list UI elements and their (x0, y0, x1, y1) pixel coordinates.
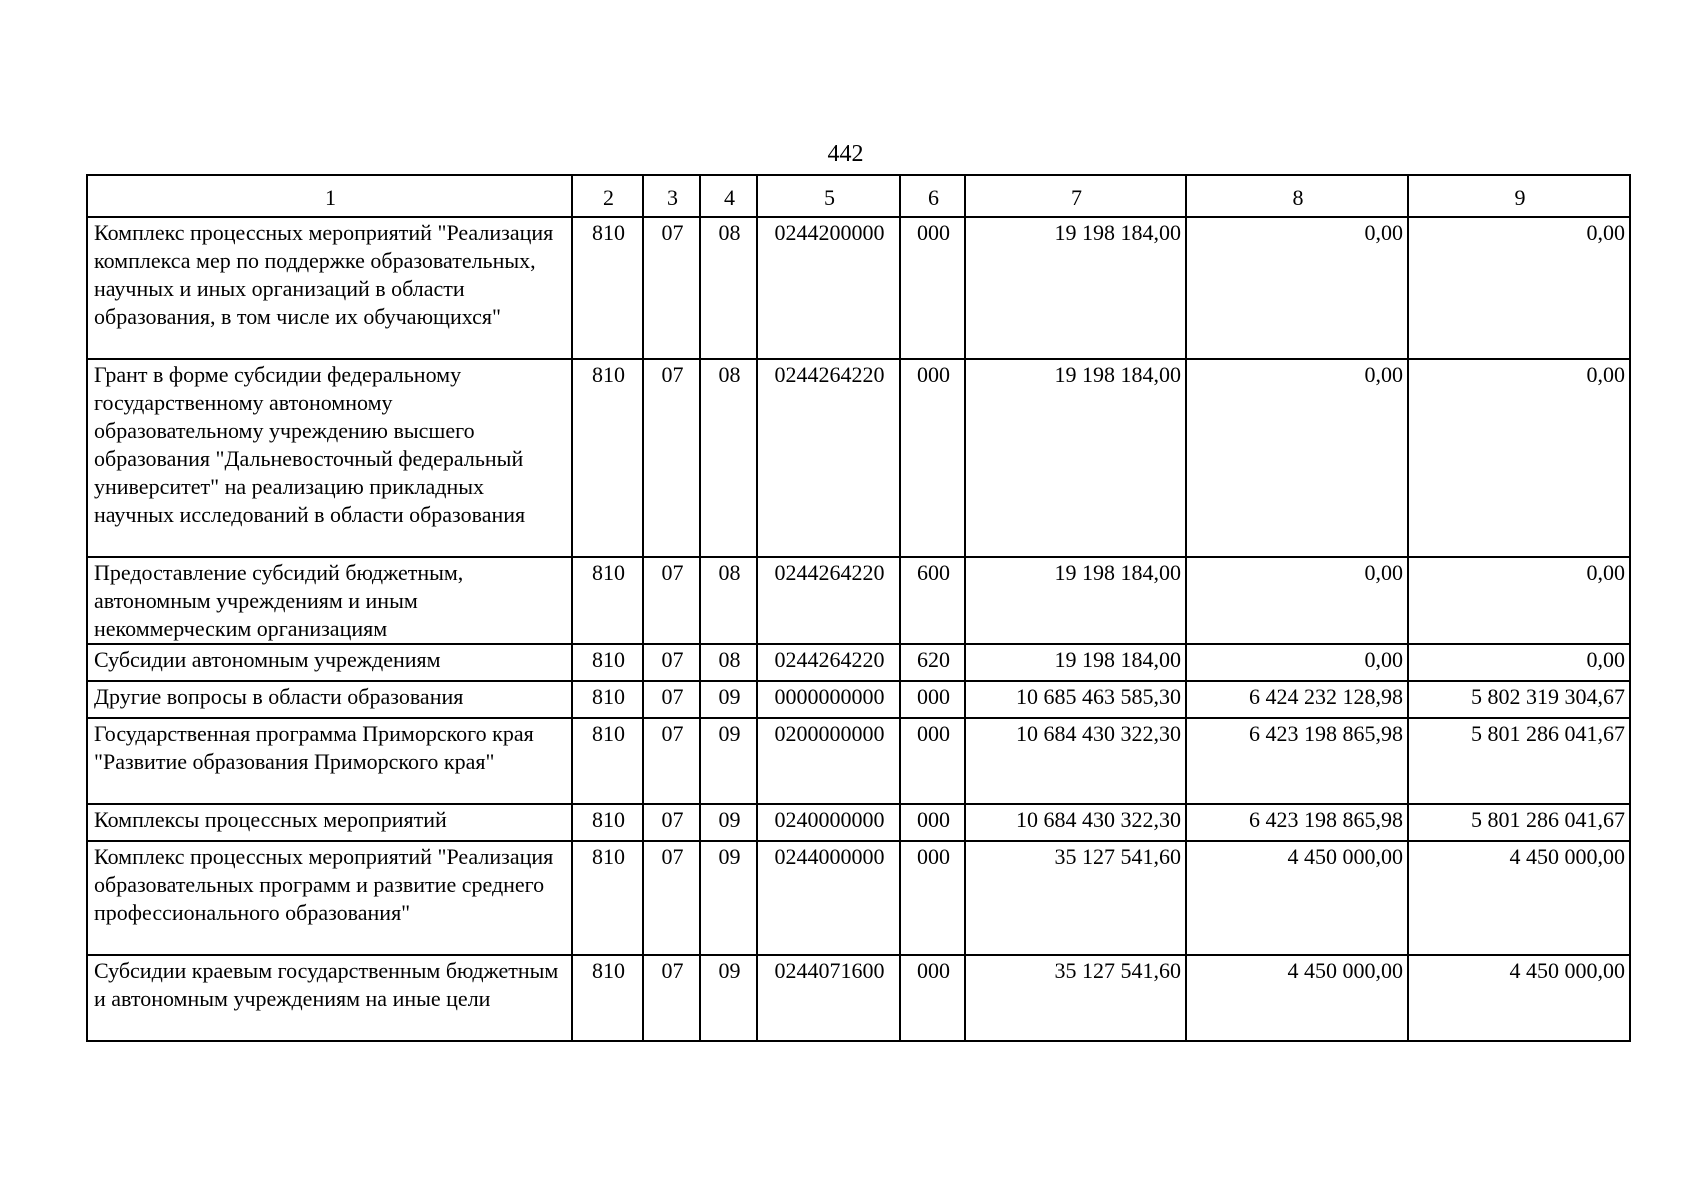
amount-col-9: 0,00 (1408, 644, 1630, 681)
target-article-code: 0240000000 (757, 804, 900, 841)
section-code: 07 (643, 644, 700, 681)
section-code: 07 (643, 841, 700, 955)
expense-type-code: 000 (900, 841, 965, 955)
amount-col-9: 4 450 000,00 (1408, 841, 1630, 955)
section-code: 07 (643, 681, 700, 718)
row-name: Другие вопросы в области образования (87, 681, 572, 718)
expense-type-code: 000 (900, 217, 965, 359)
subsection-code: 08 (700, 644, 757, 681)
ministry-code: 810 (572, 681, 643, 718)
budget-table (86, 174, 1631, 1042)
table-row (87, 557, 1630, 644)
header-cell-1: 1 (87, 175, 572, 217)
table-row (87, 217, 1630, 359)
subsection-code: 09 (700, 681, 757, 718)
header-cell-6: 6 (900, 175, 965, 217)
expense-type-code: 000 (900, 718, 965, 804)
header-cell-2: 2 (572, 175, 643, 217)
ministry-code: 810 (572, 955, 643, 1041)
target-article-code: 0000000000 (757, 681, 900, 718)
table-row (87, 644, 1630, 681)
amount-col-7: 10 684 430 322,30 (965, 718, 1186, 804)
header-cell-8: 8 (1186, 175, 1408, 217)
amount-col-8: 4 450 000,00 (1186, 955, 1408, 1041)
amount-col-9: 5 802 319 304,67 (1408, 681, 1630, 718)
expense-type-code: 000 (900, 955, 965, 1041)
amount-col-8: 0,00 (1186, 644, 1408, 681)
subsection-code: 09 (700, 841, 757, 955)
header-cell-9: 9 (1408, 175, 1630, 217)
amount-col-8: 0,00 (1186, 217, 1408, 359)
subsection-code: 09 (700, 718, 757, 804)
section-code: 07 (643, 718, 700, 804)
amount-col-7: 19 198 184,00 (965, 217, 1186, 359)
table-row (87, 359, 1630, 557)
row-name: Комплекс процессных мероприятий "Реализация образовательных программ и развитие среднего профессионального образования" (87, 841, 572, 955)
table-row (87, 718, 1630, 804)
amount-col-8: 6 424 232 128,98 (1186, 681, 1408, 718)
amount-col-8: 4 450 000,00 (1186, 841, 1408, 955)
amount-col-9: 0,00 (1408, 217, 1630, 359)
amount-col-9: 5 801 286 041,67 (1408, 718, 1630, 804)
page-number: 442 (827, 141, 864, 167)
row-name: Комплексы процессных мероприятий (87, 804, 572, 841)
target-article-code: 0244071600 (757, 955, 900, 1041)
subsection-code: 08 (700, 217, 757, 359)
amount-col-7: 19 198 184,00 (965, 644, 1186, 681)
amount-col-7: 19 198 184,00 (965, 557, 1186, 644)
amount-col-9: 5 801 286 041,67 (1408, 804, 1630, 841)
expense-type-code: 600 (900, 557, 965, 644)
target-article-code: 0244200000 (757, 217, 900, 359)
ministry-code: 810 (572, 359, 643, 557)
expense-type-code: 000 (900, 359, 965, 557)
amount-col-8: 0,00 (1186, 359, 1408, 557)
subsection-code: 09 (700, 804, 757, 841)
target-article-code: 0244264220 (757, 359, 900, 557)
amount-col-9: 0,00 (1408, 557, 1630, 644)
target-article-code: 0244000000 (757, 841, 900, 955)
expense-type-code: 000 (900, 804, 965, 841)
amount-col-8: 6 423 198 865,98 (1186, 718, 1408, 804)
section-code: 07 (643, 804, 700, 841)
row-name: Субсидии автономным учреждениям (87, 644, 572, 681)
section-code: 07 (643, 359, 700, 557)
target-article-code: 0200000000 (757, 718, 900, 804)
target-article-code: 0244264220 (757, 557, 900, 644)
subsection-code: 08 (700, 359, 757, 557)
ministry-code: 810 (572, 644, 643, 681)
table-row (87, 804, 1630, 841)
row-name: Предоставление субсидий бюджетным, автономным учреждениям и иным некоммерческим организациям (87, 557, 572, 644)
amount-col-8: 0,00 (1186, 557, 1408, 644)
header-cell-7: 7 (965, 175, 1186, 217)
section-code: 07 (643, 217, 700, 359)
expense-type-code: 620 (900, 644, 965, 681)
amount-col-7: 19 198 184,00 (965, 359, 1186, 557)
header-cell-5: 5 (757, 175, 900, 217)
row-name: Государственная программа Приморского края "Развитие образования Приморского края" (87, 718, 572, 804)
amount-col-7: 10 685 463 585,30 (965, 681, 1186, 718)
amount-col-9: 0,00 (1408, 359, 1630, 557)
amount-col-7: 35 127 541,60 (965, 955, 1186, 1041)
section-code: 07 (643, 557, 700, 644)
ministry-code: 810 (572, 557, 643, 644)
amount-col-8: 6 423 198 865,98 (1186, 804, 1408, 841)
row-name: Комплекс процессных мероприятий "Реализация комплекса мер по поддержке образовательных, научных и иных организаций в области образования, в том числе их обучающихся" (87, 217, 572, 359)
row-name: Грант в форме субсидии федеральному государственному автономному образовательному учреждению высшего образования "Дальневосточный федеральный университет" на реализацию прикладных научных исследований в области образования (87, 359, 572, 557)
amount-col-7: 35 127 541,60 (965, 841, 1186, 955)
subsection-code: 08 (700, 557, 757, 644)
section-code: 07 (643, 955, 700, 1041)
ministry-code: 810 (572, 804, 643, 841)
amount-col-9: 4 450 000,00 (1408, 955, 1630, 1041)
header-cell-4: 4 (700, 175, 757, 217)
ministry-code: 810 (572, 841, 643, 955)
subsection-code: 09 (700, 955, 757, 1041)
amount-col-7: 10 684 430 322,30 (965, 804, 1186, 841)
target-article-code: 0244264220 (757, 644, 900, 681)
ministry-code: 810 (572, 718, 643, 804)
table-row (87, 841, 1630, 955)
header-cell-3: 3 (643, 175, 700, 217)
table-row (87, 955, 1630, 1041)
expense-type-code: 000 (900, 681, 965, 718)
header-row (87, 175, 1630, 217)
row-name: Субсидии краевым государственным бюджетным и автономным учреждениям на иные цели (87, 955, 572, 1041)
ministry-code: 810 (572, 217, 643, 359)
table-row (87, 681, 1630, 718)
